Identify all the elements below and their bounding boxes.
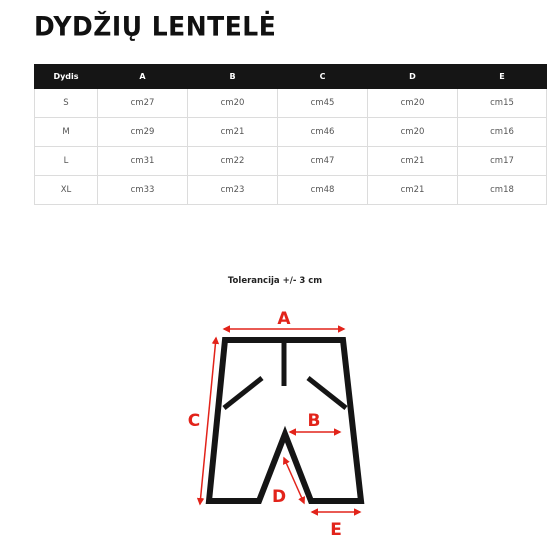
table-cell: cm20: [188, 89, 278, 118]
table-cell: cm20: [368, 89, 458, 118]
table-cell: XL: [35, 176, 98, 205]
table-cell: cm23: [188, 176, 278, 205]
label-d: D: [271, 487, 287, 507]
table-cell: cm20: [368, 118, 458, 147]
header-e: E: [458, 65, 547, 89]
label-a: A: [277, 309, 291, 329]
table-cell: cm46: [278, 118, 368, 147]
table-cell: cm15: [458, 89, 547, 118]
table-cell: cm21: [188, 118, 278, 147]
header-a: A: [98, 65, 188, 89]
table-cell: cm45: [278, 89, 368, 118]
table-cell: cm22: [188, 147, 278, 176]
table-cell: cm47: [278, 147, 368, 176]
size-table: [34, 64, 547, 205]
right-pocket-line: [308, 378, 346, 408]
header-c: C: [278, 65, 368, 89]
table-row: [35, 118, 547, 147]
label-e: E: [330, 520, 342, 540]
table-header-row: [35, 65, 547, 89]
table-cell: S: [35, 89, 98, 118]
table-cell: cm21: [368, 176, 458, 205]
page-title: DYDŽIŲ LENTELĖ: [34, 11, 277, 42]
table-cell: cm29: [98, 118, 188, 147]
table-row: [35, 176, 547, 205]
table-cell: M: [35, 118, 98, 147]
label-b: B: [307, 411, 321, 431]
header-size: Dydis: [35, 65, 98, 89]
table-cell: cm33: [98, 176, 188, 205]
table-cell: cm21: [368, 147, 458, 176]
table-cell: cm17: [458, 147, 547, 176]
header-d: D: [368, 65, 458, 89]
table-row: [35, 89, 547, 118]
table-cell: cm48: [278, 176, 368, 205]
shorts-measurement-diagram: [180, 298, 380, 546]
left-pocket-line: [224, 378, 262, 408]
table-row: [35, 147, 547, 176]
table-cell: L: [35, 147, 98, 176]
table-cell: cm27: [98, 89, 188, 118]
label-c: C: [187, 411, 201, 431]
table-cell: cm16: [458, 118, 547, 147]
table-cell: cm18: [458, 176, 547, 205]
table-cell: cm31: [98, 147, 188, 176]
tolerance-note: Tolerancija +/- 3 cm: [227, 276, 323, 286]
header-b: B: [188, 65, 278, 89]
